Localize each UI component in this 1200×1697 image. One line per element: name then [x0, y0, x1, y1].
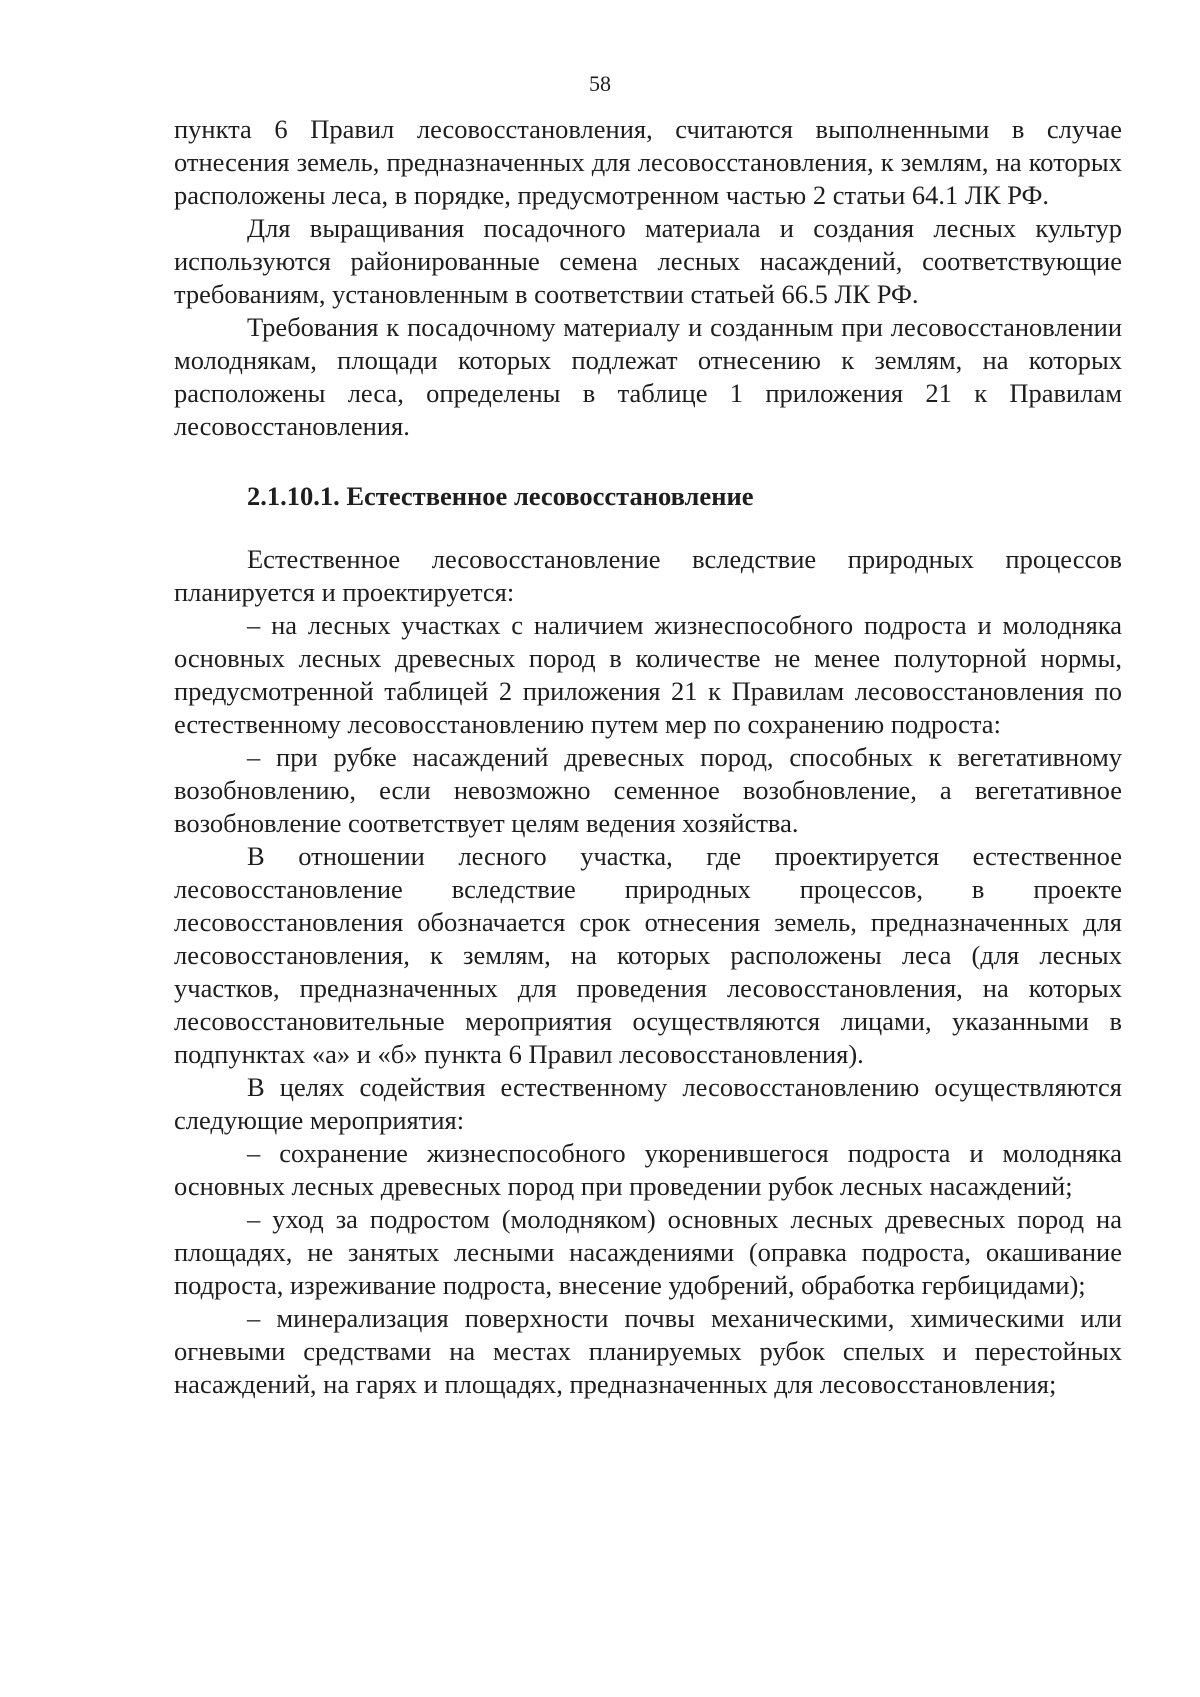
page-number: 58 — [589, 71, 611, 96]
list-item: – уход за подростом (молодняком) основных лесных древесных пород на площадях, не занятых лесными насаждениями (оправка подроста, окашивание подроста, изреживание подроста, внесение удобрений, обработка гербицидами); — [174, 1204, 1122, 1300]
paragraph: Для выращивания посадочного материала и создания лесных культур используются районированные семена лесных насаждений, соответствующие требованиям, установленным в соответствии статьей 66.5 ЛК РФ. — [174, 213, 1122, 309]
list-item: – на лесных участках с наличием жизнеспособного подроста и молодняка основных лесных древесных пород в количестве не менее полуторной нормы, предусмотренной таблицей 2 приложения 21 к Правилам лесовосстановления по естественному лесовосстановлению путем мер по сохранению подроста: — [174, 610, 1122, 739]
paragraph: пункта 6 Правил лесовосстановления, считаются выполненными в случае отнесения земель, предназначенных для лесовосстановления, к землям, на которых расположены леса, в порядке, предусмотренном частью 2 статьи 64.1 ЛК РФ. — [174, 114, 1122, 210]
section-heading: 2.1.10.1. Естественное лесовосстановление — [247, 481, 754, 511]
paragraph: Требования к посадочному материалу и созданным при лесовосстановлении молоднякам, площади которых подлежат отнесению к землям, на которых расположены леса, определены в таблице 1 приложения 21 к Правилам лесовосстановления. — [174, 312, 1122, 441]
paragraph: Естественное лесовосстановление вследствие природных процессов планируется и проектируется: — [174, 544, 1122, 607]
paragraph: В отношении лесного участка, где проектируется естественное лесовосстановление вследствие природных процессов, в проекте лесовосстановления обозначается срок отнесения земель, предназначенных для лесовосстановления, к землям, на которых расположены леса (для лесных участков, предназначенных для проведения лесовосстановления, на которых лесовосстановительные мероприятия осуществляются лицами, указанными в подпунктах «а» и «б» пункта 6 Правил лесовосстановления). — [174, 841, 1122, 1069]
list-item: – при рубке насаждений древесных пород, способных к вегетативному возобновлению, если невозможно семенное возобновление, а вегетативное возобновление соответствует целям ведения хозяйства. — [174, 742, 1122, 838]
paragraph: В целях содействия естественному лесовосстановлению осуществляются следующие мероприятия: — [174, 1072, 1122, 1135]
list-item: – сохранение жизнеспособного укоренившегося подроста и молодняка основных лесных древесных пород при проведении рубок лесных насаждений; — [174, 1138, 1122, 1201]
list-item: – минерализация поверхности почвы механическими, химическими или огневыми средствами на местах планируемых рубок спелых и перестойных насаждений, на гарях и площадях, предназначенных для лесовосстановления; — [174, 1303, 1122, 1399]
page-content — [174, 113, 1122, 1401]
